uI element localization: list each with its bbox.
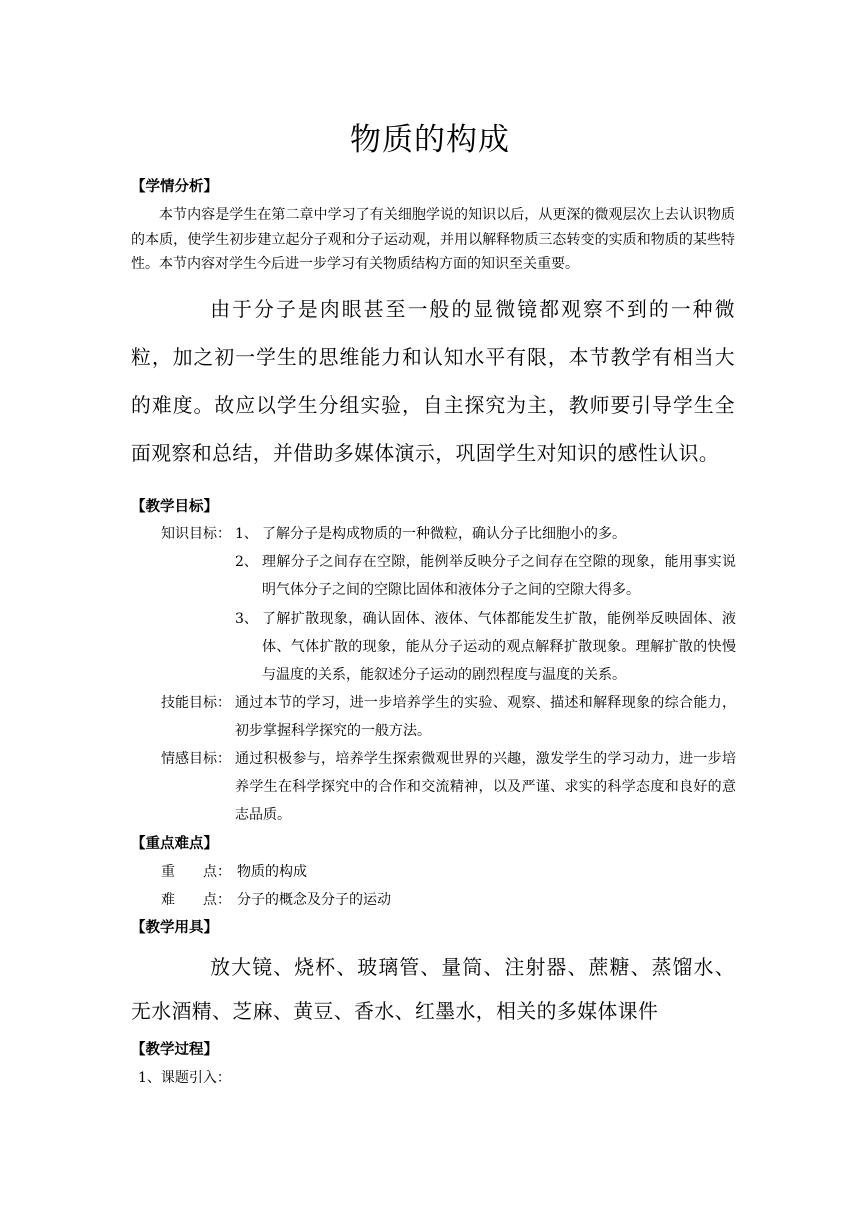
key-point-text: 物质的构成 — [237, 864, 307, 880]
goal-item-number: 3、 — [235, 611, 258, 627]
skill-goal-label: 技能目标： — [161, 695, 231, 711]
section-heading-tools: 【教学用具】 — [131, 920, 218, 936]
goal-item-number: 1、 — [235, 526, 258, 542]
analysis-paragraph-1: 本节内容是学生在第二章中学习了有关细胞学说的知识以后，从更深的微观层次上去认识物质的本质，使学生初步建立起分子观和分子运动观，并用以解释物质三态转变的实质和物质的某些特性。本节内容对学生今后进一步学习有关物质结构方面的知识至关重要。 — [131, 207, 735, 273]
difficulty-text: 分子的概念及分子的运动 — [237, 892, 391, 908]
tools-paragraph: 放大镜、烧杯、玻璃管、量筒、注射器、蔗糖、蒸馏水、无水酒精、芝麻、黄豆、香水、红墨水，相关的多媒体课件 — [131, 956, 735, 1023]
emotion-goal-text: 通过积极参与，培养学生探索微观世界的兴趣，激发学生的学习动力，进一步培养学生在科学探究中的合作和交流精神，以及严谨、求实的科学态度和良好的意志品质。 — [235, 751, 736, 823]
difficulty-label: 难 点： — [161, 892, 231, 908]
goal-item-number: 2、 — [235, 554, 258, 570]
goal-item-text: 理解分子之间存在空隙，能例举反映分子之间存在空隙的现象，能用事实说明气体分子之间的空隙比固体和液体分子之间的空隙大得多。 — [262, 554, 736, 598]
section-heading-analysis: 【学情分析】 — [131, 179, 218, 195]
goal-item-text: 了解扩散现象，确认固体、液体、气体都能发生扩散，能例举反映固体、液体、气体扩散的现象，能从分子运动的观点解释扩散现象。理解扩散的快慢与温度的关系，能叙述分子运动的剧烈程度与温度的关系。 — [262, 611, 736, 683]
analysis-paragraph-2: 由于分子是肉眼甚至一般的显微镜都观察不到的一种微粒，加之初一学生的思维能力和认知水平有限，本节教学有相当大的难度。故应以学生分组实验，自主探究为主，教师要引导学生全面观察和总结，并借助多媒体演示，巩固学生对知识的感性认识。 — [131, 298, 735, 465]
knowledge-goal-label: 知识目标： — [161, 526, 231, 542]
key-point-label: 重 点： — [161, 864, 231, 880]
section-heading-keypoints: 【重点难点】 — [131, 836, 218, 852]
process-step-1: 1、课题引入： — [138, 1070, 231, 1086]
section-heading-process: 【教学过程】 — [131, 1042, 218, 1058]
goal-item-text: 了解分子是构成物质的一种微粒，确认分子比细胞小的多。 — [262, 526, 626, 542]
page-title: 物质的构成 — [350, 122, 510, 158]
emotion-goal-label: 情感目标： — [161, 751, 231, 767]
skill-goal-text: 通过本节的学习，进一步培养学生的实验、观察、描述和解释现象的综合能力，初步掌握科学探究的一般方法。 — [235, 695, 736, 739]
section-heading-goals: 【教学目标】 — [131, 499, 218, 515]
